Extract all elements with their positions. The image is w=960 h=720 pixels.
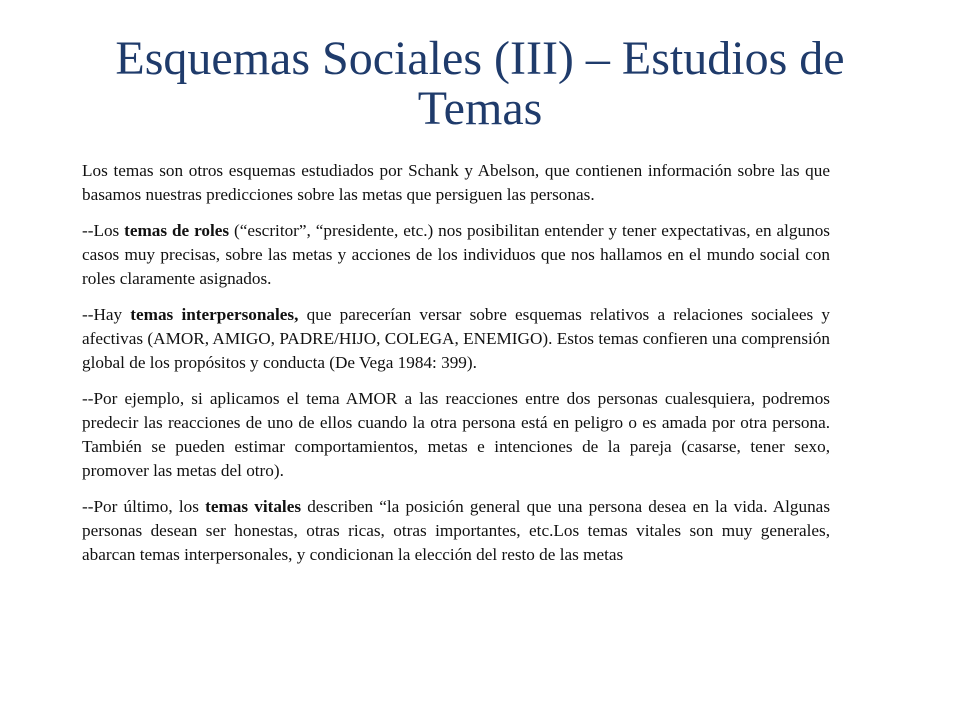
paragraph-example: --Por ejemplo, si aplicamos el tema AMOR a las reacciones entre dos personas cualesquiera, podremos predecir las reacciones de uno de ellos cuando la otra persona está en peligro o es amada por otra persona. También se pueden estimar comportamientos, metas e intenciones de la pareja (casarse, tener sexo, promover las metas del otro). — [82, 389, 830, 480]
paragraph-roles-prefix: --Los — [82, 221, 125, 240]
paragraph-vital-prefix: --Por último, los — [82, 497, 206, 516]
slide-body — [82, 159, 830, 579]
term-temas-interpersonales: temas interpersonales, — [130, 305, 299, 324]
paragraph-roles — [82, 219, 830, 291]
paragraph-interpersonal-text: que parecerían versar sobre esquemas relativos a relaciones socialees y afectivas (AMOR, AMIGO, PADRE/HIJO, COLEGA, ENEMIGO). Estos temas confieren una comprensión global de los propósitos y conducta (De Vega 1984: 399). — [82, 305, 830, 372]
term-temas-de-roles: temas de roles — [124, 221, 230, 240]
term-temas-vitales: temas vitales — [205, 497, 302, 516]
paragraph-vital — [82, 495, 830, 567]
paragraph-intro: Los temas son otros esquemas estudiados por Schank y Abelson, que contienen información sobre las que basamos nuestras predicciones sobre las metas que persiguen las personas. — [82, 161, 830, 204]
paragraph-vital-text: describen “la posición general que una persona desea en la vida. Algunas personas desean ser honestas, otras ricas, otras importantes, etc.Los temas vitales son muy generales, abarcan temas interpersonales, y condicionan la elección del resto de las metas — [82, 497, 831, 564]
paragraph-roles-text: (“escritor”, “presidente, etc.) nos posibilitan entender y tener expectativas, en algunos casos muy precisas, sobre las metas y acciones de los individuos que nos hallamos en el mundo social con roles claramente asignados. — [82, 221, 830, 288]
paragraph-interpersonal-prefix: --Hay — [82, 305, 131, 324]
slide-title: Esquemas Sociales (III) – Estudios de Temas — [115, 32, 845, 135]
paragraph-interpersonal — [82, 303, 830, 375]
